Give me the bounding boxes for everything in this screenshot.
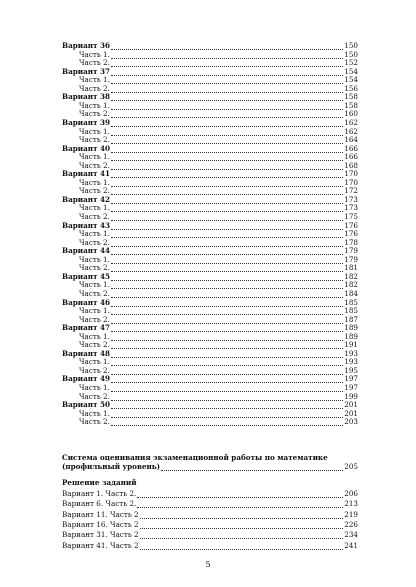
assessment-entry: [62, 453, 358, 471]
part-entry-label: Часть 1.: [79, 408, 110, 418]
variant-entry-page: 185: [344, 297, 358, 307]
variant-entry-page: 154: [344, 66, 358, 76]
solution-entry-page: 213: [344, 499, 358, 509]
solution-entry: [62, 510, 358, 519]
part-entry-label: Часть 1.: [79, 306, 110, 316]
part-entry-page: 173: [344, 203, 358, 213]
solution-entry: [62, 520, 358, 529]
part-entry-label: Часть 1.: [79, 49, 110, 59]
solution-entry-page: 241: [344, 540, 358, 550]
solution-entry: [62, 530, 358, 539]
assessment-title-line1: Система оценивания экзаменационной работы по математике: [62, 453, 328, 462]
variant-entry-label: Вариант 38: [62, 92, 110, 102]
part-entry-page: 189: [344, 331, 358, 341]
part-entry-page: 184: [344, 288, 358, 298]
variant-entry-label: Вариант 47: [62, 323, 110, 333]
part-entry-label: Часть 2.: [79, 160, 110, 170]
part-entry-page: 175: [344, 212, 358, 221]
variant-entry-label: Вариант 36: [62, 41, 110, 50]
variant-entry-page: 173: [344, 194, 358, 204]
solution-entry: [62, 499, 358, 508]
part-entry-label: Часть 1.: [79, 357, 110, 367]
part-entry-label: Часть 2.: [79, 263, 110, 273]
variant-entry-label: Вариант 41: [62, 169, 110, 179]
part-entry-label: Часть 2.: [79, 314, 110, 324]
solution-entry-label: Вариант 11. Часть 2: [62, 509, 139, 519]
variant-entry-label: Вариант 44: [62, 246, 110, 256]
leader-dots: [161, 464, 343, 471]
part-entry-label: Часть 2.: [79, 58, 110, 68]
variant-entry-page: 197: [344, 374, 358, 384]
solution-entry-page: 226: [344, 519, 358, 529]
part-entry-page: 179: [344, 254, 358, 264]
assessment-title-line2: (профильный уровень): [62, 462, 161, 471]
part-entry-page: 166: [344, 152, 358, 162]
solution-entry-page: 206: [344, 489, 358, 498]
variant-entry-label: Вариант 46: [62, 297, 110, 307]
part-entry-page: 162: [344, 126, 358, 136]
part-entry-label: Часть 2.: [79, 212, 110, 221]
part-entry-page: 199: [344, 391, 358, 401]
variant-entry-page: 166: [344, 143, 358, 153]
solution-entry-page: 234: [344, 530, 358, 540]
part-entry-page: 178: [344, 237, 358, 247]
part-entry-label: Часть 1.: [79, 75, 110, 85]
leader-dots: [140, 543, 344, 550]
solution-entry: [62, 489, 358, 498]
part-entry-page: 193: [344, 357, 358, 367]
part-entry-page: 182: [344, 280, 358, 290]
part-entry-label: Часть 1.: [79, 254, 110, 264]
part-entry-label: Часть 2.: [79, 237, 110, 247]
part-entry-page: 191: [344, 340, 358, 350]
part-entry-page: 158: [344, 100, 358, 110]
variant-entry-label: Вариант 42: [62, 194, 110, 204]
part-entry-page: 164: [344, 135, 358, 145]
part-entry-page: 172: [344, 186, 358, 196]
part-entry-page: 152: [344, 58, 358, 68]
solution-entry-label: Вариант 41. Часть 2: [62, 540, 139, 550]
part-entry-page: 187: [344, 314, 358, 324]
variant-entry-page: 189: [344, 323, 358, 333]
part-entry-label: Часть 2.: [79, 340, 110, 350]
part-entry-label: Часть 1.: [79, 280, 110, 290]
page-number: 5: [205, 560, 211, 569]
leader-dots: [111, 419, 343, 426]
part-entry-page: 154: [344, 75, 358, 85]
variant-entry-page: 158: [344, 92, 358, 102]
part-entry-page: 160: [344, 109, 358, 119]
part-entry-label: Часть 2.: [79, 135, 110, 145]
part-entry-label: Часть 1.: [79, 177, 110, 187]
leader-dots: [137, 501, 343, 508]
leader-dots: [137, 491, 343, 498]
leader-dots: [140, 512, 344, 519]
variant-entry-page: 170: [344, 169, 358, 179]
part-entry-label: Часть 1.: [79, 383, 110, 392]
part-entry-label: Часть 2.: [79, 417, 110, 427]
variant-entry-label: Вариант 48: [62, 348, 110, 358]
solution-entry-label: Вариант 16. Часть 2: [62, 519, 139, 529]
part-entry-page: 181: [344, 263, 358, 273]
part-entry-label: Часть 2.: [79, 288, 110, 298]
variant-entry-label: Вариант 40: [62, 143, 110, 153]
part-entry-page: 203: [344, 417, 358, 427]
part-entry-page: 150: [344, 49, 358, 59]
part-entry-page: 201: [344, 408, 358, 418]
part-entry-label: Часть 1.: [79, 152, 110, 162]
part-entry-label: Часть 2.: [79, 365, 110, 375]
part-entry-label: Часть 1.: [79, 100, 110, 110]
assessment-page: 205: [344, 462, 358, 471]
variant-entry-label: Вариант 45: [62, 271, 110, 281]
leader-dots: [140, 532, 344, 539]
part-entry-label: Часть 2.: [79, 186, 110, 196]
solution-entry-label: Вариант 6. Часть 2.: [62, 499, 137, 509]
variant-entry-label: Вариант 49: [62, 374, 110, 384]
part-entry-label: Часть 1.: [79, 126, 110, 136]
part-entry-label: Часть 1.: [79, 229, 110, 239]
variant-entry-page: 179: [344, 246, 358, 256]
part-entry-label: Часть 2.: [79, 109, 110, 119]
part-entry-page: 185: [344, 306, 358, 316]
part-entry-page: 197: [344, 383, 358, 392]
part-entry-label: Часть 2.: [79, 391, 110, 401]
leader-dots: [140, 522, 344, 529]
variant-entry-label: Вариант 50: [62, 400, 110, 410]
part-entry-page: 176: [344, 229, 358, 239]
solution-entry: [62, 541, 358, 550]
solution-entry-label: Вариант 31. Часть 2: [62, 530, 139, 540]
variant-entry-page: 201: [344, 400, 358, 410]
solutions-heading: Решение заданий: [62, 478, 137, 487]
variant-entry-label: Вариант 39: [62, 117, 110, 127]
variant-entry-page: 150: [344, 41, 358, 50]
part-entry-label: Часть 1.: [79, 203, 110, 213]
solution-entry-label: Вариант 1. Часть 2.: [62, 489, 137, 498]
solution-entry-page: 219: [344, 509, 358, 519]
part-entry-label: Часть 2.: [79, 83, 110, 93]
part-entry-page: 170: [344, 177, 358, 187]
variant-entry-label: Вариант 37: [62, 66, 110, 76]
variant-entry-page: 193: [344, 348, 358, 358]
variant-entry-page: 182: [344, 271, 358, 281]
part-entry: [62, 417, 358, 426]
variant-entry-page: 176: [344, 220, 358, 230]
variant-entry-label: Вариант 43: [62, 220, 110, 230]
variant-entry-page: 162: [344, 117, 358, 127]
part-entry-page: 195: [344, 365, 358, 375]
part-entry-page: 168: [344, 160, 358, 170]
part-entry-page: 156: [344, 83, 358, 93]
part-entry-label: Часть 1.: [79, 331, 110, 341]
